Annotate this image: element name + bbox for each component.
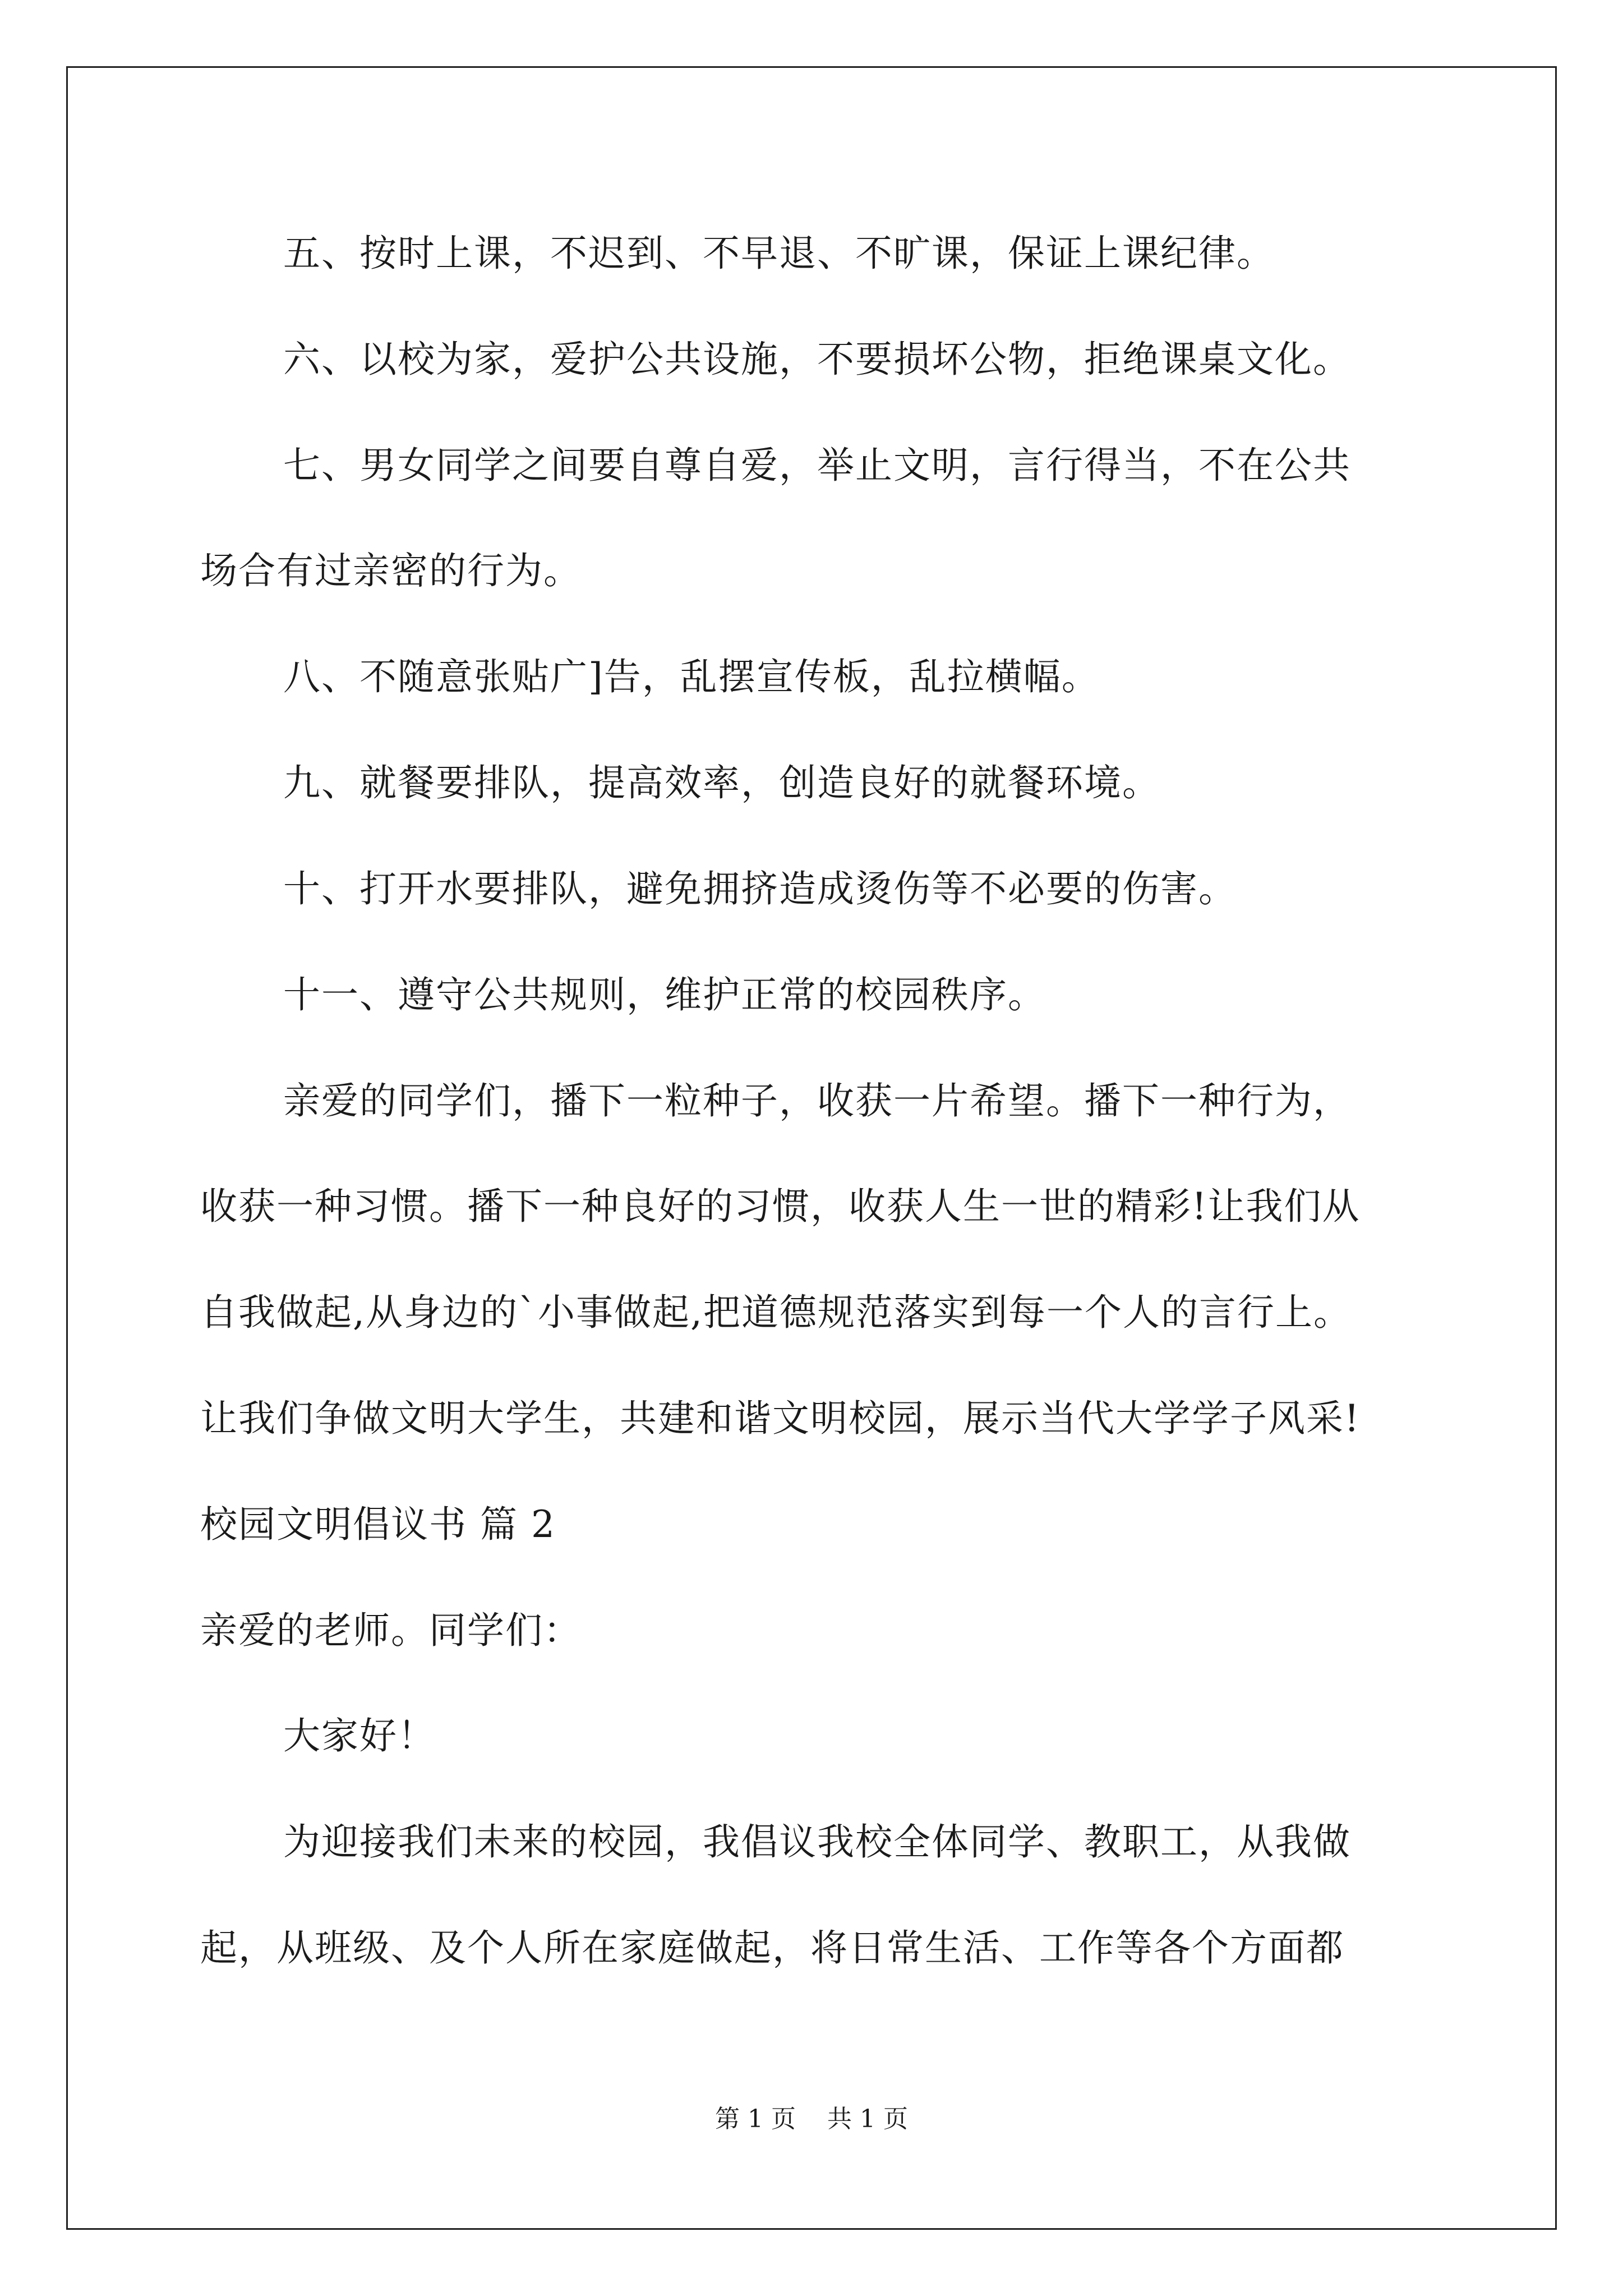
paragraph-line: 五、按时上课，不迟到、不早退、不旷课，保证上课纪律。 xyxy=(283,232,1275,275)
paragraph-line: 让我们争做文明大学生，共建和谐文明校园，展示当代大学学子风采! xyxy=(200,1397,1361,1440)
paragraph-line: 亲爱的同学们，播下一粒种子，收获一片希望。播下一种行为， xyxy=(283,1079,1351,1122)
paragraph-line: 六、以校为家，爱护公共设施，不要损坏公物，拒绝课桌文化。 xyxy=(283,338,1351,381)
paragraph-line: 场合有过亲密的行为。 xyxy=(200,549,582,592)
page-border xyxy=(66,66,1557,2230)
paragraph-line: 为迎接我们未来的校园，我倡议我校全体同学、教职工，从我做 xyxy=(283,1820,1351,1864)
paragraph-line: 十、打开水要排队，避免拥挤造成烫伤等不必要的伤害。 xyxy=(283,867,1237,910)
salutation: 亲爱的老师。同学们： xyxy=(200,1609,582,1652)
paragraph-line: 十一、遵守公共规则，维护正常的校园秩序。 xyxy=(283,973,1046,1016)
paragraph-line: 八、不随意张贴广]告，乱摆宣传板，乱拉横幅。 xyxy=(283,655,1100,698)
paragraph-line: 自我做起,从身边的`小事做起,把道德规范落实到每一个人的言行上。 xyxy=(200,1291,1352,1334)
paragraph-line: 七、男女同学之间要自尊自爱，举止文明，言行得当，不在公共 xyxy=(283,444,1351,487)
section-heading: 校园文明倡议书 篇 2 xyxy=(200,1503,556,1546)
page-number-current: 第 1 页 xyxy=(715,2105,796,2133)
paragraph-line: 起，从班级、及个人所在家庭做起，将日常生活、工作等各个方面都 xyxy=(200,1926,1344,1970)
paragraph-line: 九、就餐要排队，提高效率，创造良好的就餐环境。 xyxy=(283,761,1160,804)
page-number-total: 共 1 页 xyxy=(827,2105,908,2133)
greeting: 大家好！ xyxy=(283,1714,436,1757)
paragraph-line: 收获一种习惯。播下一种良好的习惯，收获人生一世的精彩!让我们从 xyxy=(200,1185,1361,1228)
page-footer xyxy=(0,2104,1623,2135)
